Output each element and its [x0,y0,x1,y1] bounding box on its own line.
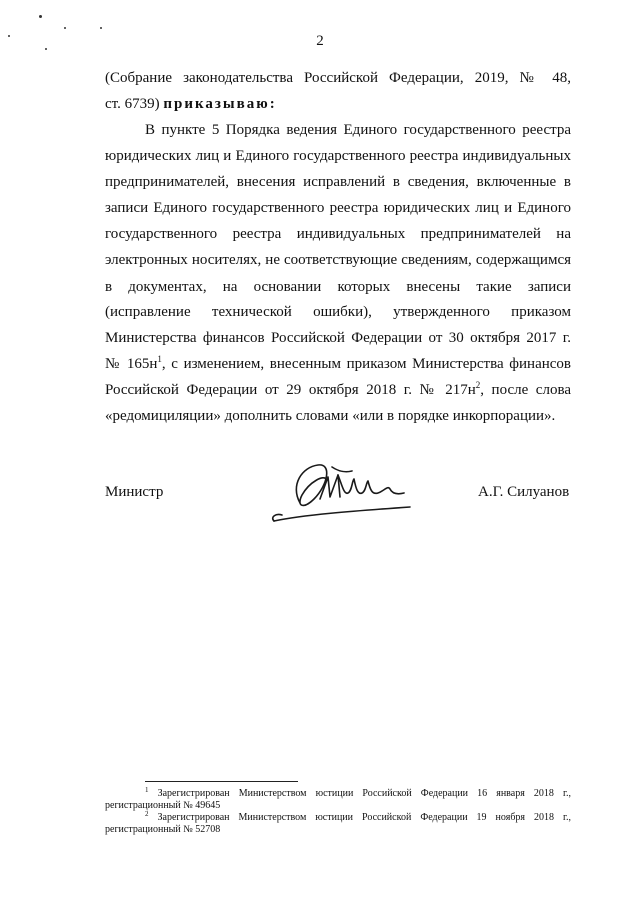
footnote-divider [145,781,298,782]
footnote-mark: 1 [145,786,149,794]
paragraph-line: Министерства финансов Российской Федерации от 30 октября 2017 г. [105,330,571,346]
footnote-2-line-2: регистрационный № 52708 [105,824,221,835]
paragraph-line-11 [105,380,571,400]
handwritten-signature [262,455,412,535]
footnote-ref: 1 [157,354,162,364]
line-11-rest: , после слова [480,382,571,398]
intro-line-2 [105,94,571,114]
order-number-165: № 165н [105,356,158,372]
paragraph-line: предпринимателей, внесения исправлений в сведения, включенные в [105,174,571,190]
paragraph-line-12: «редомициляции» дополнить словами «или в порядке инкорпорации». [105,408,556,424]
footnote-text: Зарегистрирован Министерством юстиции Российской Федерации 19 ноября 2018 г., [157,812,571,823]
paragraph-line: (исправление технической ошибки), утвержденного приказом [105,304,571,320]
paragraph-line: юридических лиц и Единого государственного реестра индивидуальных [105,148,571,164]
signer-name: А.Г. Силуанов [478,484,570,500]
paragraph-line: в документах, на основании которых внесены такие записи [105,279,571,295]
paragraph-line: В пункте 5 Порядка ведения Единого государственного реестра [145,122,571,138]
position-title: Министр [105,484,164,500]
page-number: 2 [316,33,324,49]
footnote-text: Зарегистрирован Министерством юстиции Российской Федерации 16 января 2018 г., [157,788,571,799]
paragraph-line: записи Единого государственного реестра юридических лиц и Единого [105,200,571,216]
paragraph-line: электронных носителях, не соответствующие сведениям, содержащимся [105,252,571,268]
footnote-ref: 2 [475,380,481,390]
footnote-mark: 2 [145,810,149,818]
footnote-1-line-1 [145,788,571,800]
paragraph-line-10 [105,354,571,374]
line-10-rest: , с изменением, внесенным приказом Министерства финансов [161,356,571,372]
intro-line-2-prefix: ст. 6739) [105,96,160,112]
paragraph-line: государственного реестра индивидуальных предпринимателей на [105,226,571,242]
order-word: приказываю: [163,96,277,112]
line-11-text: Российской Федерации от 29 октября 2018 г. № 217н [105,382,476,398]
footnote-2-line-1 [145,812,571,824]
intro-line-1: (Собрание законодательства Российской Федерации, 2019, № 48, [105,70,571,86]
footnote-1-line-2: регистрационный № 49645 [105,800,221,811]
